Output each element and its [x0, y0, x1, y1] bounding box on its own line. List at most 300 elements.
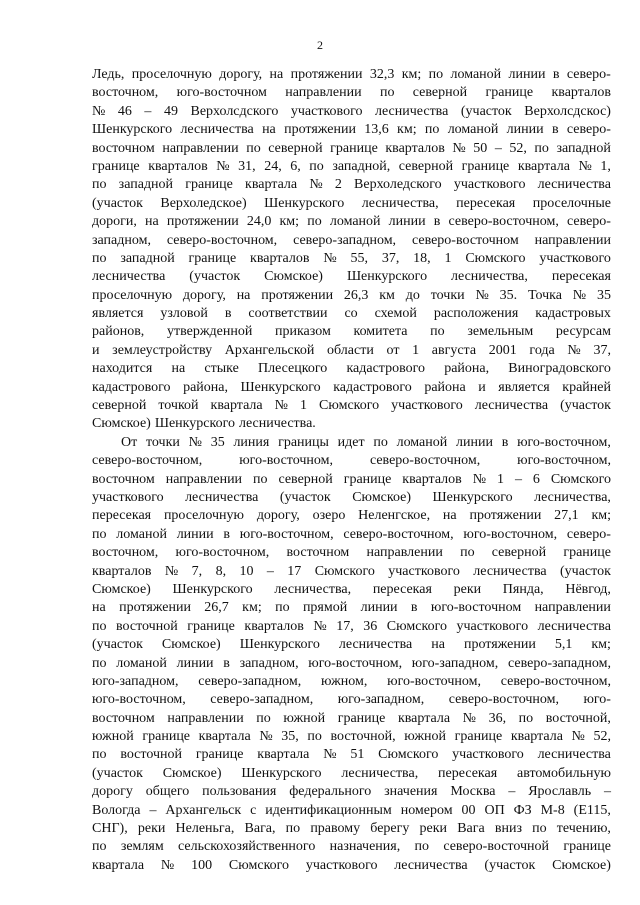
word: Шенкурского [346, 269, 428, 285]
text-line [92, 415, 611, 433]
word: 7, [191, 563, 203, 579]
word: по [246, 140, 261, 156]
word: 1 [412, 342, 420, 358]
text-line [92, 838, 611, 856]
word: от [386, 342, 400, 358]
text-line [92, 195, 611, 213]
word: направлении [162, 140, 239, 156]
word: на [431, 637, 445, 653]
word: № [216, 158, 230, 174]
word: 6 [532, 471, 540, 487]
word: 37, [593, 342, 611, 358]
word: ломаной [116, 655, 167, 671]
word: сельскохозяйственного [178, 839, 316, 855]
word: Верхолсдского [190, 103, 279, 119]
word: границе [185, 177, 233, 193]
word: до [405, 287, 420, 303]
word: – [604, 784, 611, 800]
word: в [410, 600, 418, 616]
word: в [552, 67, 560, 82]
word: в [433, 214, 441, 230]
word: участкового [391, 398, 463, 414]
word: км; [397, 122, 417, 138]
word: участкового [456, 618, 529, 634]
word: по [307, 214, 322, 230]
word: кадастровых [535, 306, 611, 322]
word: № [313, 618, 327, 634]
word: по [92, 618, 107, 634]
word: Неленьга, [175, 821, 235, 837]
text-line [92, 746, 611, 764]
word: границе [563, 839, 611, 855]
word: № [323, 250, 337, 266]
word: лесничества [185, 489, 259, 505]
word: № [472, 471, 487, 487]
word: автомобильную [517, 765, 611, 781]
word: направлении [366, 545, 443, 561]
word: по [373, 434, 388, 450]
word: 51 [350, 747, 365, 763]
word: восточной, [330, 729, 396, 745]
word: реки [453, 581, 482, 597]
word: – [494, 140, 502, 156]
word: Москва [450, 784, 496, 800]
word: пересекая [372, 581, 432, 597]
word: районов, [92, 324, 145, 340]
word: км; [279, 214, 300, 230]
word: кварталов [244, 618, 304, 634]
word: лесничества, [534, 489, 611, 505]
page-number: 2 [317, 38, 323, 52]
word: лесничества. [238, 416, 316, 432]
word: 1 [299, 398, 307, 414]
text-line [92, 820, 611, 838]
word: в [223, 526, 231, 542]
word: федерального [289, 784, 372, 800]
word: по [430, 324, 445, 340]
word: озеро [312, 508, 346, 524]
word: восточном, [92, 85, 159, 101]
word: в [501, 434, 509, 450]
word: района [424, 379, 466, 395]
word: линии [508, 67, 546, 82]
word: – [149, 802, 157, 818]
word: 35. [499, 287, 518, 303]
word: по [92, 250, 107, 266]
word: проселочную [92, 287, 173, 303]
word: точкой [158, 398, 199, 414]
word: северо-восточном [411, 232, 519, 248]
word: вниз [494, 821, 522, 837]
word: границе [188, 250, 237, 266]
text-line [92, 691, 611, 709]
word: участкового [305, 857, 378, 873]
word: по [253, 471, 268, 487]
text-line [92, 728, 611, 746]
word: СНГ), [92, 821, 128, 837]
word: восточном, [92, 545, 159, 561]
word: Шенкурского [172, 581, 253, 597]
word: западной [120, 250, 175, 266]
word: 2001 [488, 342, 517, 358]
word: Сюмского [386, 618, 447, 634]
word: границе [461, 158, 510, 174]
word: идет [337, 434, 365, 450]
word: 6, [290, 158, 301, 174]
word: км; [591, 637, 611, 653]
word: восточной [120, 747, 182, 763]
word: 1 [444, 250, 452, 266]
word: юго-восточном [176, 85, 267, 101]
word: Вага [457, 821, 485, 837]
word: земельным [467, 324, 534, 340]
word: Сюмское) [162, 765, 222, 781]
word: находится [92, 361, 153, 377]
text-line [92, 232, 611, 250]
word: квартала [517, 158, 570, 174]
word: 31, [238, 158, 256, 174]
word: Ярославль [528, 784, 592, 800]
body-text [92, 66, 611, 875]
text-line [92, 213, 611, 231]
word: 50 [473, 140, 488, 156]
word: (Е115, [573, 802, 611, 818]
text-line [92, 176, 611, 194]
word: Шенкурского [264, 195, 345, 211]
word: лесничества, [341, 765, 419, 781]
word: Вологда [92, 802, 141, 818]
word: лесничества, [361, 195, 439, 211]
word: кадастрового [333, 379, 412, 395]
text-line [92, 673, 611, 691]
word: дорогу, [219, 67, 263, 82]
word: по [424, 122, 440, 138]
word: лесничества [338, 637, 413, 653]
word: соответствии [248, 306, 328, 322]
word: 55, [350, 250, 369, 266]
word: и [92, 342, 100, 358]
text-line [92, 342, 611, 360]
word: границе [330, 140, 378, 156]
text-line [92, 765, 611, 783]
word: ломаной [447, 122, 499, 138]
word: № [259, 729, 273, 745]
text-line [92, 452, 611, 470]
text-line [92, 802, 611, 820]
word: южной [92, 729, 134, 745]
word: ФЗ [513, 802, 532, 818]
word: кварталов [385, 140, 445, 156]
word: направлении [167, 710, 244, 726]
word: на [145, 214, 159, 230]
word: (участок [92, 195, 143, 211]
word: северо-восточной [443, 839, 550, 855]
word: берегу [370, 821, 410, 837]
paragraph [92, 434, 611, 875]
word: границе [337, 710, 386, 726]
word: южной [283, 710, 326, 726]
word: области [327, 342, 374, 358]
word: участкового [290, 103, 363, 119]
text-line [92, 544, 611, 562]
word: км [379, 287, 395, 303]
word: Шенкурского [241, 765, 322, 781]
word: (участок [560, 398, 611, 414]
word: линии [176, 526, 214, 542]
word: юго-восточном, [387, 673, 481, 689]
word: восточной, [545, 710, 611, 726]
word: Сюмское) [92, 416, 151, 432]
word: квартала [257, 747, 310, 763]
word: землям [120, 839, 164, 855]
word: лесничества [375, 103, 449, 119]
word: 27,1 [554, 508, 579, 524]
word: дорогу [92, 784, 133, 800]
word: М-8 [540, 802, 565, 818]
word: проселочные [532, 195, 611, 211]
word: 13,6 [364, 122, 389, 138]
word: на [92, 600, 106, 616]
word: северной [268, 140, 323, 156]
word: утвержденной [166, 324, 253, 340]
word: 49 [163, 103, 178, 119]
word: границе [343, 471, 392, 487]
word: в [224, 306, 232, 322]
word: юго-восточном, [239, 526, 334, 542]
word: 100 [191, 857, 213, 873]
word: землеустройству [112, 342, 213, 358]
word: ресурсам [555, 324, 611, 340]
text-line [92, 305, 611, 323]
word: пересекая [456, 195, 516, 211]
word: по [92, 177, 107, 193]
text-line [92, 434, 611, 452]
word: км; [242, 600, 262, 616]
word: Верхоледское) [160, 195, 247, 211]
word: лесничества [537, 747, 611, 763]
word: узловой [160, 306, 208, 322]
word: северной [491, 545, 547, 561]
word: пересекая [438, 765, 498, 781]
word: ОП [484, 802, 505, 818]
word: пересекая [551, 269, 611, 285]
text-line [92, 287, 611, 305]
word: 26,3 [343, 287, 369, 303]
word: Сюмское) [161, 637, 221, 653]
word: Ледь, [92, 67, 125, 82]
word: От [121, 434, 138, 450]
word: юго-восточном, [92, 692, 186, 708]
word: 24, [264, 158, 282, 174]
word: по [414, 839, 430, 855]
word: Сюмского [378, 747, 439, 763]
word: км; [591, 508, 611, 524]
word: 8, [215, 563, 227, 579]
word: западной, [332, 158, 391, 174]
word: западной [118, 177, 174, 193]
word: Сюмское) [552, 857, 611, 873]
text-line [92, 323, 611, 341]
word: 46 [117, 103, 132, 119]
word: границе [454, 729, 503, 745]
word: августа [431, 342, 477, 358]
word: 26,7 [204, 600, 229, 616]
word: № [572, 287, 587, 303]
word: северной [278, 471, 333, 487]
word: кварталов [92, 563, 152, 579]
word: восточном [92, 710, 155, 726]
word: на [442, 508, 457, 524]
word: Шенкурского [154, 416, 235, 432]
word: крайней [562, 379, 611, 395]
word: кварталов [551, 85, 611, 101]
word: (участок [484, 857, 536, 873]
word: квартала [510, 729, 563, 745]
word: западном, [92, 232, 151, 248]
word: направлении [285, 85, 362, 101]
word: по [428, 67, 444, 82]
word: кварталов [250, 250, 310, 266]
word: Плесецкого [258, 361, 328, 377]
word: дороги, [92, 214, 137, 230]
word: в [223, 655, 230, 671]
word: на [269, 67, 284, 82]
word: по [92, 839, 107, 855]
word: года [529, 342, 555, 358]
word: квартала [245, 177, 298, 193]
word: со [344, 306, 358, 322]
word: Архангельской [224, 342, 315, 358]
word: стыке [204, 361, 239, 377]
word: проселочную [163, 508, 244, 524]
text-line [92, 655, 611, 673]
word: лесничества, [274, 581, 352, 597]
text-line [92, 121, 611, 139]
word: ломаной [396, 434, 448, 450]
word: лесничества [474, 398, 549, 414]
word: участкового [453, 177, 526, 193]
word: расположения [433, 306, 519, 322]
word: протяжении [463, 637, 536, 653]
word: по [379, 85, 395, 101]
word: – [508, 784, 516, 800]
word: Сюмское) [264, 269, 323, 285]
word: идентификационным [265, 802, 392, 818]
word: № [462, 710, 476, 726]
text-line [92, 636, 611, 654]
word: в [551, 122, 559, 138]
word: 32,3 [369, 67, 395, 82]
word: северной [398, 158, 454, 174]
word: западном, [239, 655, 299, 671]
word: границе [485, 85, 534, 101]
word: северо- [566, 526, 611, 542]
word: № [164, 563, 179, 579]
word: 5,1 [554, 637, 573, 653]
text-line [92, 489, 611, 507]
word: – [266, 563, 274, 579]
word: северо-восточном, [166, 232, 278, 248]
word: правому [310, 821, 361, 837]
word: пользования [202, 784, 277, 800]
word: Сюмского [550, 471, 611, 487]
word: лесничества [180, 122, 254, 138]
word: юго- [583, 692, 611, 708]
word: кадастрового [346, 361, 425, 377]
word: Неленгское, [358, 508, 431, 524]
word: протяжении [166, 214, 239, 230]
word: по [285, 821, 301, 837]
word: лесничества, [451, 269, 528, 285]
word: квартала [397, 710, 451, 726]
word: участкового [452, 747, 524, 763]
word: и [478, 379, 486, 395]
text-line [92, 618, 611, 636]
word: участкового [92, 489, 164, 505]
word: северной [412, 85, 468, 101]
word: по [256, 710, 271, 726]
text-line [92, 857, 611, 875]
word: приказом [274, 324, 331, 340]
word: реки [137, 821, 166, 837]
word: северо-западном, [507, 655, 611, 671]
word: границы [278, 434, 329, 450]
word: № [160, 857, 175, 873]
word: Шенкурского [240, 379, 321, 395]
word: с [250, 802, 257, 818]
word: района, [444, 361, 490, 377]
word: по [92, 747, 107, 763]
word: № [274, 398, 288, 414]
word: км; [401, 67, 422, 82]
word: по [307, 729, 322, 745]
word: на [236, 287, 251, 303]
word: линии [388, 214, 426, 230]
text-line [92, 140, 611, 158]
word: границе [195, 747, 244, 763]
word: 18, [413, 250, 431, 266]
word: реки [419, 821, 448, 837]
text-line [92, 471, 611, 489]
word: северо- [566, 122, 611, 138]
word: северо-восточном, [92, 453, 203, 469]
word: по [534, 140, 549, 156]
word: восточной [116, 618, 178, 634]
text-line [92, 66, 611, 84]
word: юго-восточном, [175, 545, 270, 561]
word: Сюмское) [92, 581, 151, 597]
text-line [92, 783, 611, 801]
word: дорогу, [182, 287, 226, 303]
word: квартала [92, 857, 145, 873]
word: по [460, 545, 475, 561]
word: течению, [556, 821, 611, 837]
word: юго-западном, [337, 692, 425, 708]
word: по [518, 710, 534, 726]
text-line [92, 360, 611, 378]
word: 00 [461, 802, 476, 818]
word: юго-западном, [411, 655, 499, 671]
word: юго-восточном, [239, 453, 334, 469]
word: направлении [165, 471, 243, 487]
word: линии [176, 655, 214, 671]
word: – [144, 103, 152, 119]
word: ломаной [116, 526, 167, 542]
word: восточном [92, 471, 155, 487]
word: номером [400, 802, 453, 818]
text-line [92, 581, 611, 599]
word: является [498, 379, 550, 395]
